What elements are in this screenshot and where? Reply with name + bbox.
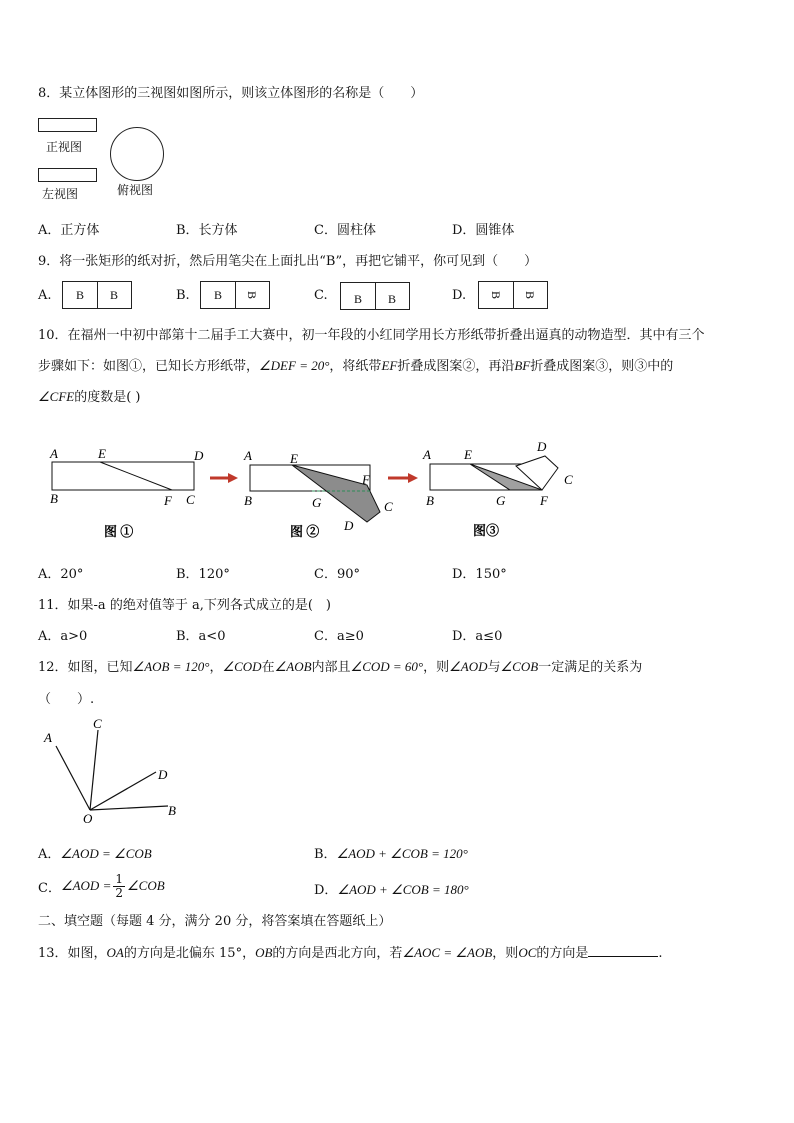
figure-3 (422, 439, 573, 538)
label-d: D (537, 439, 547, 454)
option-letter: A． (38, 847, 61, 862)
option-letter: C． (38, 880, 61, 896)
ray-label-d: D (158, 767, 168, 782)
label-g: G (496, 493, 506, 508)
option-expression: ∠AOD = ∠COB (60, 846, 152, 861)
figure-3-caption: 图③ (473, 523, 500, 538)
q13-stem (38, 942, 663, 961)
q9-c-right-glyph: B (387, 291, 396, 306)
angle-def: ∠DEF = 20° (259, 358, 330, 373)
vertex-label-o: O (83, 811, 93, 826)
angle-aod: ∠AOD (449, 659, 488, 674)
fraction-denominator: 2 (115, 885, 123, 900)
top-view-label: 俯视图 (117, 183, 154, 197)
option-letter: D． (314, 883, 338, 898)
q10-line3-b: 的度数是( ) (74, 390, 141, 405)
section-heading: 二、填空题（每题 4 分，满分 20 分，将答案填在答题纸上） (38, 914, 392, 929)
q9-a-right-glyph: B (109, 287, 118, 302)
q12-text-a: 12．如图，已知 (38, 660, 133, 675)
q12-angle-figure (38, 712, 188, 827)
ray-ob: OB (255, 945, 273, 960)
label-b: B (244, 493, 252, 508)
q9-d-left-glyph: B (489, 290, 504, 299)
top-view-circle (110, 127, 164, 181)
q12-text-g: 一定满足的关系为 (538, 660, 643, 675)
q10-line2-a: 步骤如下：如图①，已知长方形纸带， (38, 359, 260, 374)
option-expression: ∠AOD + ∠COB = 180° (337, 882, 469, 897)
fraction-numerator: 1 (115, 871, 123, 886)
option-expression-post: ∠COB (127, 878, 165, 893)
front-view-label: 正视图 (46, 140, 83, 154)
label-e: E (290, 451, 298, 466)
figure-2 (243, 448, 393, 539)
figure-1 (49, 446, 204, 539)
q13-text-a: 13．如图， (38, 946, 107, 961)
q9-b-right-glyph: B (245, 290, 260, 299)
ray-label-a: A (44, 730, 52, 745)
angle-cod: ∠COD (222, 659, 262, 674)
q13-text-c: 的方向是西北方向，若 (272, 946, 403, 961)
q10-line1: 10．在福州一中初中部第十二届手工大赛中，初一年段的小红同学用长方形纸带折叠出逼真的动物造型．其中有三个 (38, 328, 705, 343)
arrow-right-icon (388, 473, 418, 483)
q9-option-b-figure[interactable] (200, 281, 270, 309)
angle-equation: ∠AOC = ∠AOB (402, 945, 493, 960)
q12-text-b: ， (209, 660, 223, 675)
label-a: A (50, 446, 58, 461)
q12-option-b[interactable] (314, 843, 468, 862)
ray-label-c: C (93, 716, 102, 731)
q12-line1 (38, 656, 642, 675)
q8-option-d[interactable]: D．圆锥体 (452, 223, 515, 238)
answer-blank[interactable] (588, 944, 658, 957)
q11-option-a[interactable]: A．a>0 (38, 629, 88, 644)
q12-option-a[interactable] (38, 843, 152, 862)
label-e: E (464, 447, 472, 462)
fold-line (235, 282, 236, 308)
q8-option-c[interactable]: C．圆柱体 (314, 223, 376, 238)
q13-text-d: ，则 (492, 946, 519, 961)
q10-folding-figures (40, 432, 600, 542)
label-f: F (362, 472, 370, 487)
ray-oc: OC (518, 945, 537, 960)
angle-cfe: ∠CFE (38, 389, 75, 404)
q12-option-d[interactable] (314, 879, 469, 898)
q11-option-b[interactable]: B．a<0 (176, 629, 226, 644)
q9-option-c-figure[interactable] (340, 282, 410, 310)
angle-aob: ∠AOB (274, 659, 312, 674)
q9-option-b-letter[interactable]: B. (176, 288, 190, 303)
segment-ef: EF (381, 358, 398, 373)
label-g: G (312, 495, 322, 510)
fraction-one-half (113, 873, 125, 900)
left-view-label: 左视图 (42, 187, 79, 201)
q12-text-f: 与 (487, 660, 501, 675)
q10-line2-c: 折叠成图案②，再沿 (397, 359, 515, 374)
label-a: A (244, 448, 252, 463)
label-d: D (344, 518, 354, 533)
option-expression: ∠AOD + ∠COB = 120° (336, 846, 468, 861)
q12-text-d: 内部且 (311, 660, 351, 675)
q9-option-a-figure[interactable] (62, 281, 132, 309)
q9-d-right-glyph: B (523, 290, 538, 299)
q12-option-c[interactable] (38, 868, 165, 904)
q10-line2-b: ，将纸带 (329, 359, 382, 374)
q13-text-b: 的方向是北偏东 15°， (123, 946, 256, 961)
q10-option-c[interactable]: C．90° (314, 567, 360, 582)
q9-b-left-glyph: B (213, 287, 222, 302)
left-view-rect (38, 168, 97, 182)
q9-option-d-figure[interactable] (478, 281, 548, 309)
q10-option-a[interactable]: A．20° (38, 567, 84, 582)
q10-line3 (38, 386, 141, 405)
front-view-rect (38, 118, 97, 132)
q9-c-left-glyph: B (353, 291, 362, 306)
q10-option-d[interactable]: D．150° (452, 567, 507, 582)
label-b: B (426, 493, 434, 508)
q10-line2 (38, 355, 673, 374)
q9-option-a-letter[interactable]: A. (38, 288, 52, 303)
q12-text-e: ，则 (423, 660, 450, 675)
label-e: E (98, 446, 106, 461)
ray-label-b: B (168, 803, 176, 818)
label-c: C (186, 492, 195, 507)
option-letter: B． (314, 847, 337, 862)
arrow-right-icon (210, 473, 238, 483)
label-f: F (164, 493, 172, 508)
label-f: F (540, 493, 548, 508)
q9-stem: 9．将一张矩形的纸对折，然后用笔尖在上面扎出“B”，再把它铺平，你可见到（ ） (38, 254, 538, 269)
q12-line2: （ ）. (38, 692, 95, 707)
q11-option-d[interactable]: D．a≤0 (452, 629, 503, 644)
figure-1-caption: 图 ① (104, 524, 134, 539)
label-c: C (384, 499, 393, 514)
q13-text-e: 的方向是 (536, 946, 589, 961)
label-c: C (564, 472, 573, 487)
q9-option-d-letter[interactable]: D. (452, 288, 467, 303)
label-d: D (194, 448, 204, 463)
ray-oa: OA (106, 945, 124, 960)
label-a: A (423, 447, 431, 462)
q13-end: . (658, 946, 663, 961)
angle-cob: ∠COB (500, 659, 539, 674)
q11-option-c[interactable]: C．a≥0 (314, 629, 364, 644)
label-b: B (50, 491, 58, 506)
q8-option-b[interactable]: B．长方体 (176, 223, 238, 238)
q8-stem: 8．某立体图形的三视图如图所示，则该立体图形的名称是（ ） (38, 86, 424, 101)
angle-cod-value: ∠COD = 60° (350, 659, 424, 674)
segment-bf: BF (514, 358, 531, 373)
q11-stem: 11．如果-a 的绝对值等于 a,下列各式成立的是( ) (38, 598, 331, 613)
figure-2-caption: 图 ② (290, 524, 320, 539)
q9-a-left-glyph: B (75, 287, 84, 302)
q10-line2-d: 折叠成图案③，则③中的 (530, 359, 674, 374)
q10-option-b[interactable]: B．120° (176, 567, 230, 582)
q8-option-a[interactable]: A．正方体 (38, 223, 100, 238)
angle-aob-value: ∠AOB = 120° (132, 659, 210, 674)
q12-text-c: 在 (261, 660, 275, 675)
fold-line (513, 282, 514, 308)
q9-option-c-letter[interactable]: C. (314, 288, 328, 303)
option-expression-pre: ∠AOD = (60, 878, 112, 893)
